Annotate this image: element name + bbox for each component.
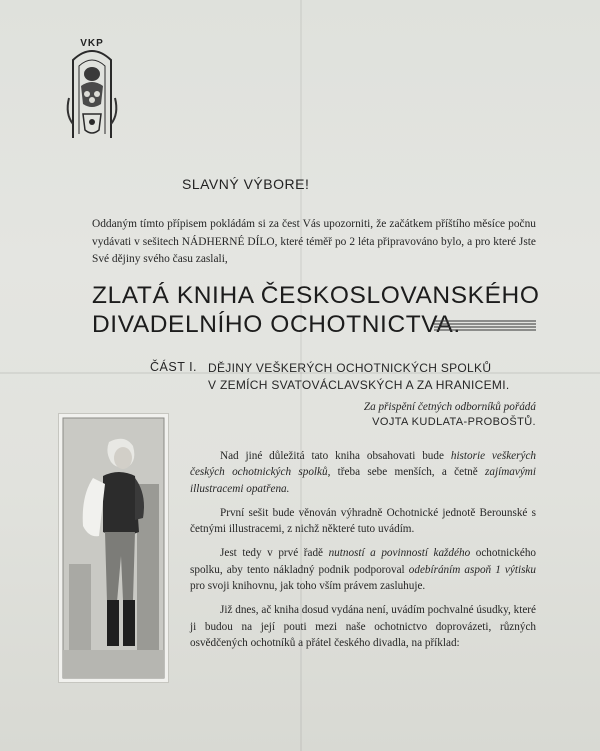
book-title-line-1: ZLATÁ KNIHA ČESKOSLOVANSKÉHO bbox=[92, 282, 540, 309]
book-title-line-2: DIVADELNÍHO OCHOTNICTVA. bbox=[92, 311, 461, 338]
p3-text-c: pro svoji knihovnu, jak toho vším právem zasluhuje. bbox=[190, 580, 426, 593]
p1-emphasis-2: zajímavými illustracemi opatřena. bbox=[190, 466, 536, 495]
vkp-logo bbox=[63, 38, 121, 142]
p1-emphasis-1: historie veškerých českých ochotnických spolků, bbox=[190, 450, 537, 479]
p1-text-b: třeba sebe menších, a četně bbox=[330, 466, 486, 479]
salutation: SLAVNÝ VÝBORE! bbox=[182, 176, 310, 192]
body-paragraph-4: Již dnes, ač kniha dosud vydána není, uvádím pochvalné úsudky, které ji budou na její pouti mezi naše ochotnictvo doprovázeti, různých osvědčených ochotníků a přátel českého divadla, na příklad: bbox=[190, 604, 536, 649]
part-label: ČÁST I. bbox=[150, 360, 198, 374]
body-paragraph-2: První sešit bude věnován výhradně Ochotnické jednotě Berounské s četnými illustracemi, z nichž některé tuto uvádím. bbox=[190, 506, 536, 536]
part-heading-line-2: V ZEMÍCH SVATOVÁCLAVSKÝCH A ZA HRANICEMI. bbox=[208, 378, 510, 392]
editor-name: VOJTA KUDLATA-PROBOŠTŮ. bbox=[372, 416, 536, 428]
p1-text-a: Nad jiné důležitá tato kniha obsahovati bude bbox=[220, 450, 451, 462]
body-paragraph-3 bbox=[190, 545, 536, 594]
part-heading-line-1: DĚJINY VEŠKERÝCH OCHOTNICKÝCH SPOLKŮ bbox=[208, 361, 492, 375]
p3-emphasis-2: odebíráním aspoň 1 výtisku bbox=[408, 563, 536, 576]
actor-photograph bbox=[58, 413, 169, 683]
logo-monogram: VKP bbox=[80, 38, 104, 49]
credit-line: Za přispění četných odborníků pořádá bbox=[363, 401, 536, 413]
p3-emphasis-1: nutností a povinností každého bbox=[328, 547, 471, 560]
editor-credit bbox=[300, 400, 536, 430]
body-text bbox=[190, 448, 536, 659]
intro-paragraph: Oddaným tímto přípisem pokládám si za čest Vás upozorniti, že začátkem příštího měsíce počnu vydávati v sešitech NÁDHERNÉ DÍLO, které téměř po 2 léta připravováno bylo, a pro které Jste Své dějiny svého času zaslali, bbox=[92, 218, 536, 265]
p3-text-a: Jest tedy v prvé řadě bbox=[220, 547, 329, 560]
part-heading bbox=[208, 360, 548, 394]
logo-emblem-icon bbox=[63, 38, 121, 142]
body-paragraph-1 bbox=[190, 448, 536, 497]
p3-text-b: ochotnického spolku, aby tento nákladný podnik podporoval bbox=[190, 547, 537, 576]
title-decorative-rule bbox=[434, 319, 536, 333]
actor-figure-image bbox=[59, 414, 168, 682]
